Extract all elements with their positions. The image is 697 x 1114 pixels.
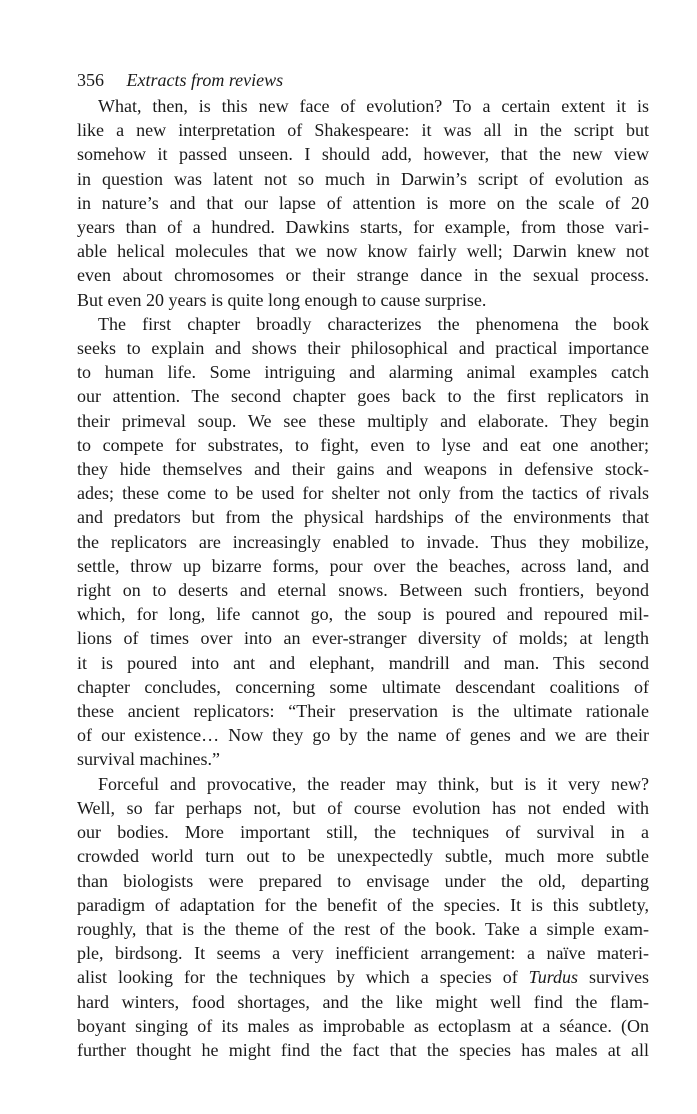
paragraph: [77, 312, 649, 772]
text-line: to compete for substrates, to fight, even to lyse and eat one another;: [77, 434, 649, 455]
text-line: than biologists were prepared to envisage under the old, departing: [77, 870, 649, 891]
text-line: years than of a hundred. Dawkins starts, for example, from those vari-: [77, 217, 649, 238]
text-line: Forceful and provocative, the reader may think, but is it very new?: [98, 773, 649, 794]
text-line: it is poured into ant and elephant, mandrill and man. This second: [77, 652, 649, 673]
text-line: in nature’s and that our lapse of attention is more on the scale of 20: [77, 192, 649, 213]
paragraph: [77, 772, 649, 1062]
text-line: somehow it passed unseen. I should add, however, that the new view: [77, 144, 649, 165]
text-segment: alist looking for the techniques by which a species of: [77, 967, 529, 988]
italic-term: Turdus: [528, 967, 579, 988]
text-line: which, for long, life cannot go, the soup is poured and repoured mil-: [77, 604, 649, 625]
text-line: their primeval soup. We see these multiply and elaborate. They begin: [77, 410, 649, 431]
text-line: further thought he might find the fact that the species has males at all: [77, 1039, 649, 1060]
text-line: the replicators are increasingly enabled to invade. Thus they mobilize,: [77, 531, 649, 552]
text-line: Well, so far perhaps not, but of course evolution has not ended with: [77, 797, 649, 818]
text-line: What, then, is this new face of evolution? To a certain extent it is: [98, 96, 649, 116]
text-line: to human life. Some intriguing and alarming animal examples catch: [77, 362, 649, 383]
text-line: hard winters, food shortages, and the like might well find the flam-: [77, 991, 649, 1012]
text-segment: survives: [578, 967, 650, 988]
running-head: [77, 68, 649, 94]
text-line: able helical molecules that we now know fairly well; Darwin knew not: [77, 241, 649, 262]
running-head-title: Extracts from reviews: [126, 70, 284, 90]
text-line: crowded world turn out to be unexpectedly subtle, much more subtle: [77, 846, 649, 867]
page-number: 356: [77, 70, 104, 90]
text-line: settle, throw up bizarre forms, pour over the beaches, across land, and: [77, 555, 649, 576]
text-line: they hide themselves and their gains and weapons in defensive stock-: [77, 459, 649, 480]
text-line: lions of times over into an ever-stranger diversity of molds; at length: [77, 628, 649, 649]
text-line: ple, birdsong. It seems a very inefficient arrangement: a naïve materi-: [77, 943, 649, 964]
text-line: in question was latent not so much in Darwin’s script of evolution as: [77, 168, 649, 189]
text-line: even about chromosomes or their strange dance in the sexual process.: [77, 265, 649, 286]
paragraph: [77, 94, 649, 312]
text-line: ades; these come to be used for shelter not only from the tactics of rivals: [77, 483, 649, 504]
text-line: But even 20 years is quite long enough to cause surprise.: [77, 289, 487, 310]
text-line: of our existence… Now they go by the name of genes and we are their: [77, 725, 649, 746]
text-line: and predators but from the physical hardships of the environments that: [77, 507, 649, 528]
text-line: boyant singing of its males as improbable as ectoplasm at a séance. (On: [77, 1015, 649, 1036]
text-line: roughly, that is the theme of the rest of the book. Take a simple exam-: [77, 918, 649, 939]
text-line: our bodies. More important still, the techniques of survival in a: [77, 822, 649, 843]
book-page: [77, 68, 649, 1062]
body-text: [77, 94, 649, 1062]
text-line: The first chapter broadly characterizes the phenomena the book: [98, 313, 649, 334]
text-line: these ancient replicators: “Their preservation is the ultimate rationale: [77, 701, 649, 722]
text-line: seeks to explain and shows their philosophical and practical importance: [77, 338, 649, 359]
text-line: chapter concludes, concerning some ultimate descendant coalitions of: [77, 676, 649, 697]
text-line: right on to deserts and eternal snows. Between such frontiers, beyond: [77, 580, 649, 601]
text-line: our attention. The second chapter goes back to the first replicators in: [77, 386, 649, 407]
text-line: like a new interpretation of Shakespeare: it was all in the script but: [77, 120, 649, 141]
text-line: paradigm of adaptation for the benefit of the species. It is this subtlety,: [77, 894, 649, 915]
text-line: survival machines.”: [77, 749, 220, 770]
text-line: [77, 965, 649, 989]
